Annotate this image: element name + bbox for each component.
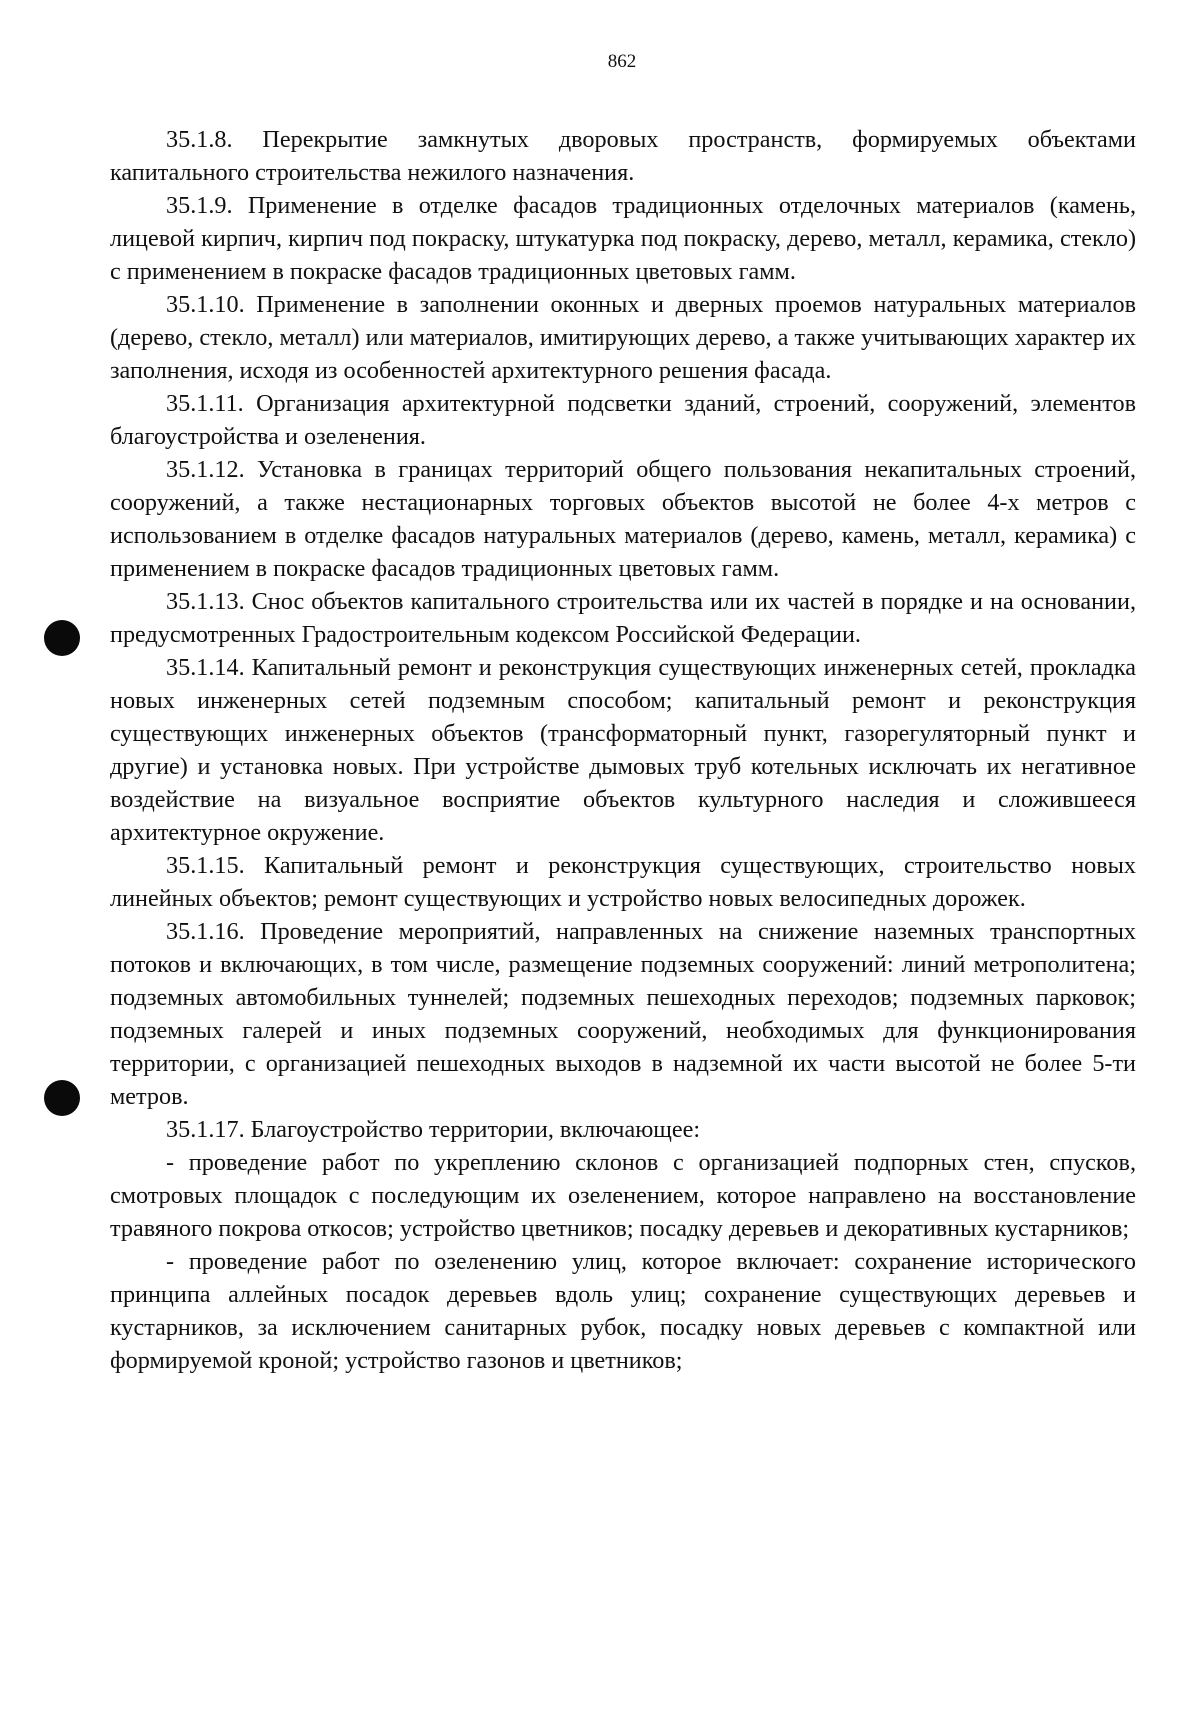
- paragraph-35-1-11: 35.1.11. Организация архитектурной подсветки зданий, строений, сооружений, элементов благоустройства и озеленения.: [110, 390, 1136, 450]
- paragraph-35-1-9: 35.1.9. Применение в отделке фасадов традиционных отделочных материалов (камень, лицевой кирпич, кирпич под покраску, штукатурка под покраску, дерево, металл, керамика, стекло) с применением в покраске фасадов традиционных цветовых гамм.: [110, 192, 1136, 285]
- paragraph-35-1-10: 35.1.10. Применение в заполнении оконных и дверных проемов натуральных материалов (дерево, стекло, металл) или материалов, имитирующих дерево, а также учитывающих характер их заполнения, исходя из особенностей архитектурного решения фасада.: [110, 291, 1136, 384]
- paragraph-35-1-12: 35.1.12. Установка в границах территорий общего пользования некапитальных строений, сооружений, а также нестационарных торговых объектов высотой не более 4-х метров с использованием в отделке фасадов натуральных материалов (дерево, камень, металл, керамика) с применением в покраске фасадов традиционных цветовых гамм.: [110, 456, 1136, 582]
- paragraph-35-1-14: 35.1.14. Капитальный ремонт и реконструкция существующих инженерных сетей, прокладка новых инженерных сетей подземным способом; капитальный ремонт и реконструкция существующих инженерных объектов (трансформаторный пункт, газорегуляторный пункт и другие) и установка новых. При устройстве дымовых труб котельных исключать их негативное воздействие на визуальное восприятие объектов культурного наследия и сложившееся архитектурное окружение.: [110, 654, 1136, 846]
- paragraph-35-1-16: 35.1.16. Проведение мероприятий, направленных на снижение наземных транспортных потоков и включающих, в том числе, размещение подземных сооружений: линий метрополитена; подземных автомобильных туннелей; подземных пешеходных переходов; подземных парковок; подземных галерей и иных подземных сооружений, необходимых для функционирования территории, с организацией пешеходных выходов в надземной их части высотой не более 5-ти метров.: [110, 918, 1136, 1110]
- paragraph-35-1-8: 35.1.8. Перекрытие замкнутых дворовых пространств, формируемых объектами капитального строительства нежилого назначения.: [110, 126, 1136, 186]
- paragraph-35-1-13: 35.1.13. Снос объектов капитального строительства или их частей в порядке и на основании, предусмотренных Градостроительным кодексом Российской Федерации.: [110, 588, 1136, 648]
- paragraph-35-1-17: 35.1.17. Благоустройство территории, включающее:: [166, 1116, 701, 1143]
- list-item-slope-reinforcement: - проведение работ по укреплению склонов с организацией подпорных стен, спусков, смотровых площадок с последующим их озеленением, которое направлено на восстановление травяного покрова откосов; устройство цветников; посадку деревьев и декоративных кустарников;: [110, 1149, 1136, 1242]
- document-body: [110, 123, 1136, 1377]
- punch-hole-mark: [44, 620, 80, 656]
- list-item-street-greening: - проведение работ по озеленению улиц, которое включает: сохранение исторического принципа аллейных посадок деревьев вдоль улиц; сохранение существующих деревьев и кустарников, за исключением санитарных рубок, посадку новых деревьев с компактной или формируемой кроной; устройство газонов и цветников;: [110, 1248, 1136, 1374]
- punch-hole-mark: [44, 1080, 80, 1116]
- paragraph-35-1-15: 35.1.15. Капитальный ремонт и реконструкция существующих, строительство новых линейных объектов; ремонт существующих и устройство новых велосипедных дорожек.: [110, 852, 1136, 912]
- page-number: 862: [607, 51, 637, 72]
